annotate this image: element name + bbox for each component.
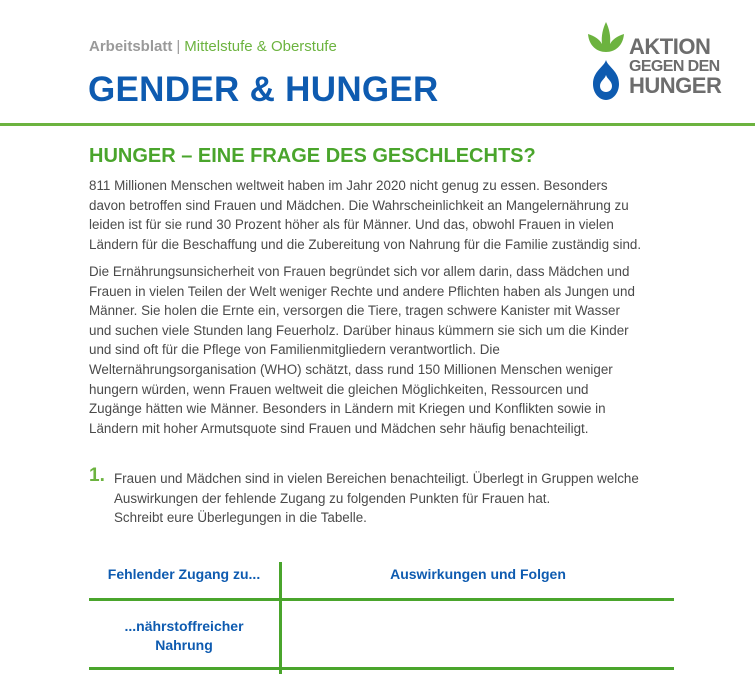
section-title: HUNGER – EINE FRAGE DES GESCHLECHTS? bbox=[89, 145, 536, 167]
paragraph-line: Ländern für die Beschaffung und die Zubereitung von Nahrung für die Familie zuständig sind. bbox=[89, 236, 642, 252]
logo-wordmark bbox=[629, 36, 721, 97]
worksheet-subheader bbox=[89, 38, 337, 56]
paragraph-line: und suchen viele Stunden lang Feuerholz. Darüber hinaus kümmern sie sich um die Kinder bbox=[89, 322, 629, 338]
table-header-effects: Auswirkungen und Folgen bbox=[390, 566, 566, 582]
paragraph-line: Zugänge hätten wie Männer. Besonders in Ländern mit Kriegen und Konflikten sowie in bbox=[89, 401, 606, 417]
leaf-drop-icon bbox=[585, 22, 629, 110]
task-line: Schreibt eure Überlegungen in die Tabelle. bbox=[114, 510, 367, 526]
table-row-rule bbox=[89, 667, 674, 670]
paragraph-line: davon betroffen sind Frauen und Mädchen. Die Wahrscheinlichkeit an Mangelernährung zu bbox=[89, 197, 629, 213]
logo-line-3: HUNGER bbox=[629, 73, 722, 98]
paragraph-line: leiden ist für sie rund 30 Prozent höher als für Männer. Und das, obwohl Frauen in vielen bbox=[89, 217, 614, 233]
logo-line-2: GEGEN DEN bbox=[629, 58, 720, 75]
task-instructions bbox=[114, 469, 639, 528]
organization-logo bbox=[585, 22, 755, 110]
task-number: 1. bbox=[89, 465, 105, 486]
task-line: Auswirkungen der fehlende Zugang zu folgenden Punkten für Frauen hat. bbox=[114, 490, 551, 506]
paragraph-line: Welternährungsorganisation (WHO) schätzt, dass rund 150 Millionen Menschen weniger bbox=[89, 361, 613, 377]
row-item-line: Nahrung bbox=[155, 637, 213, 653]
paragraph-line: Die Ernährungsunsicherheit von Frauen begründet sich vor allem darin, dass Mädchen und bbox=[89, 264, 630, 279]
paragraph-line: und sind oft für die Pflege von Familienmitgliedern verantwortlich. Die bbox=[89, 342, 500, 358]
answer-table bbox=[89, 560, 674, 674]
table-row-answer-cell[interactable] bbox=[282, 601, 674, 667]
page-title: GENDER & HUNGER bbox=[88, 70, 439, 109]
paragraph-line: 811 Millionen Menschen weltweit haben im Jahr 2020 nicht genug zu essen. Besonders bbox=[89, 178, 608, 193]
task-line: Frauen und Mädchen sind in vielen Bereichen benachteiligt. Überlegt in Gruppen welche bbox=[114, 471, 639, 486]
worksheet-label: Arbeitsblatt bbox=[89, 38, 173, 55]
paragraph-line: Ländern mit hoher Armutsquote sind Frauen und Mädchen sehr häufig benachteiligt. bbox=[89, 420, 589, 436]
paragraph-line: hungern würden, wenn Frauen weltweit die gleichen Möglichkeiten, Ressourcen und bbox=[89, 381, 589, 397]
logo-line-1: AKTION bbox=[629, 34, 711, 59]
row-item-line: ...nährstoffreicher bbox=[124, 618, 244, 634]
paragraph-line: Frauen in vielen Teilen der Welt weniger Rechte und andere Pflichten haben als Jungen und bbox=[89, 283, 635, 299]
intro-paragraph bbox=[89, 176, 739, 254]
table-row-item bbox=[89, 617, 279, 655]
header-separator: | bbox=[176, 38, 181, 55]
header-divider bbox=[0, 123, 755, 126]
school-level: Mittelstufe & Oberstufe bbox=[184, 38, 337, 55]
table-header-access: Fehlender Zugang zu... bbox=[107, 566, 261, 582]
body-paragraph bbox=[89, 262, 739, 438]
paragraph-line: Männer. Sie holen die Ernte ein, versorgen die Tiere, tragen schwere Kanister mit Wasser bbox=[89, 303, 620, 319]
